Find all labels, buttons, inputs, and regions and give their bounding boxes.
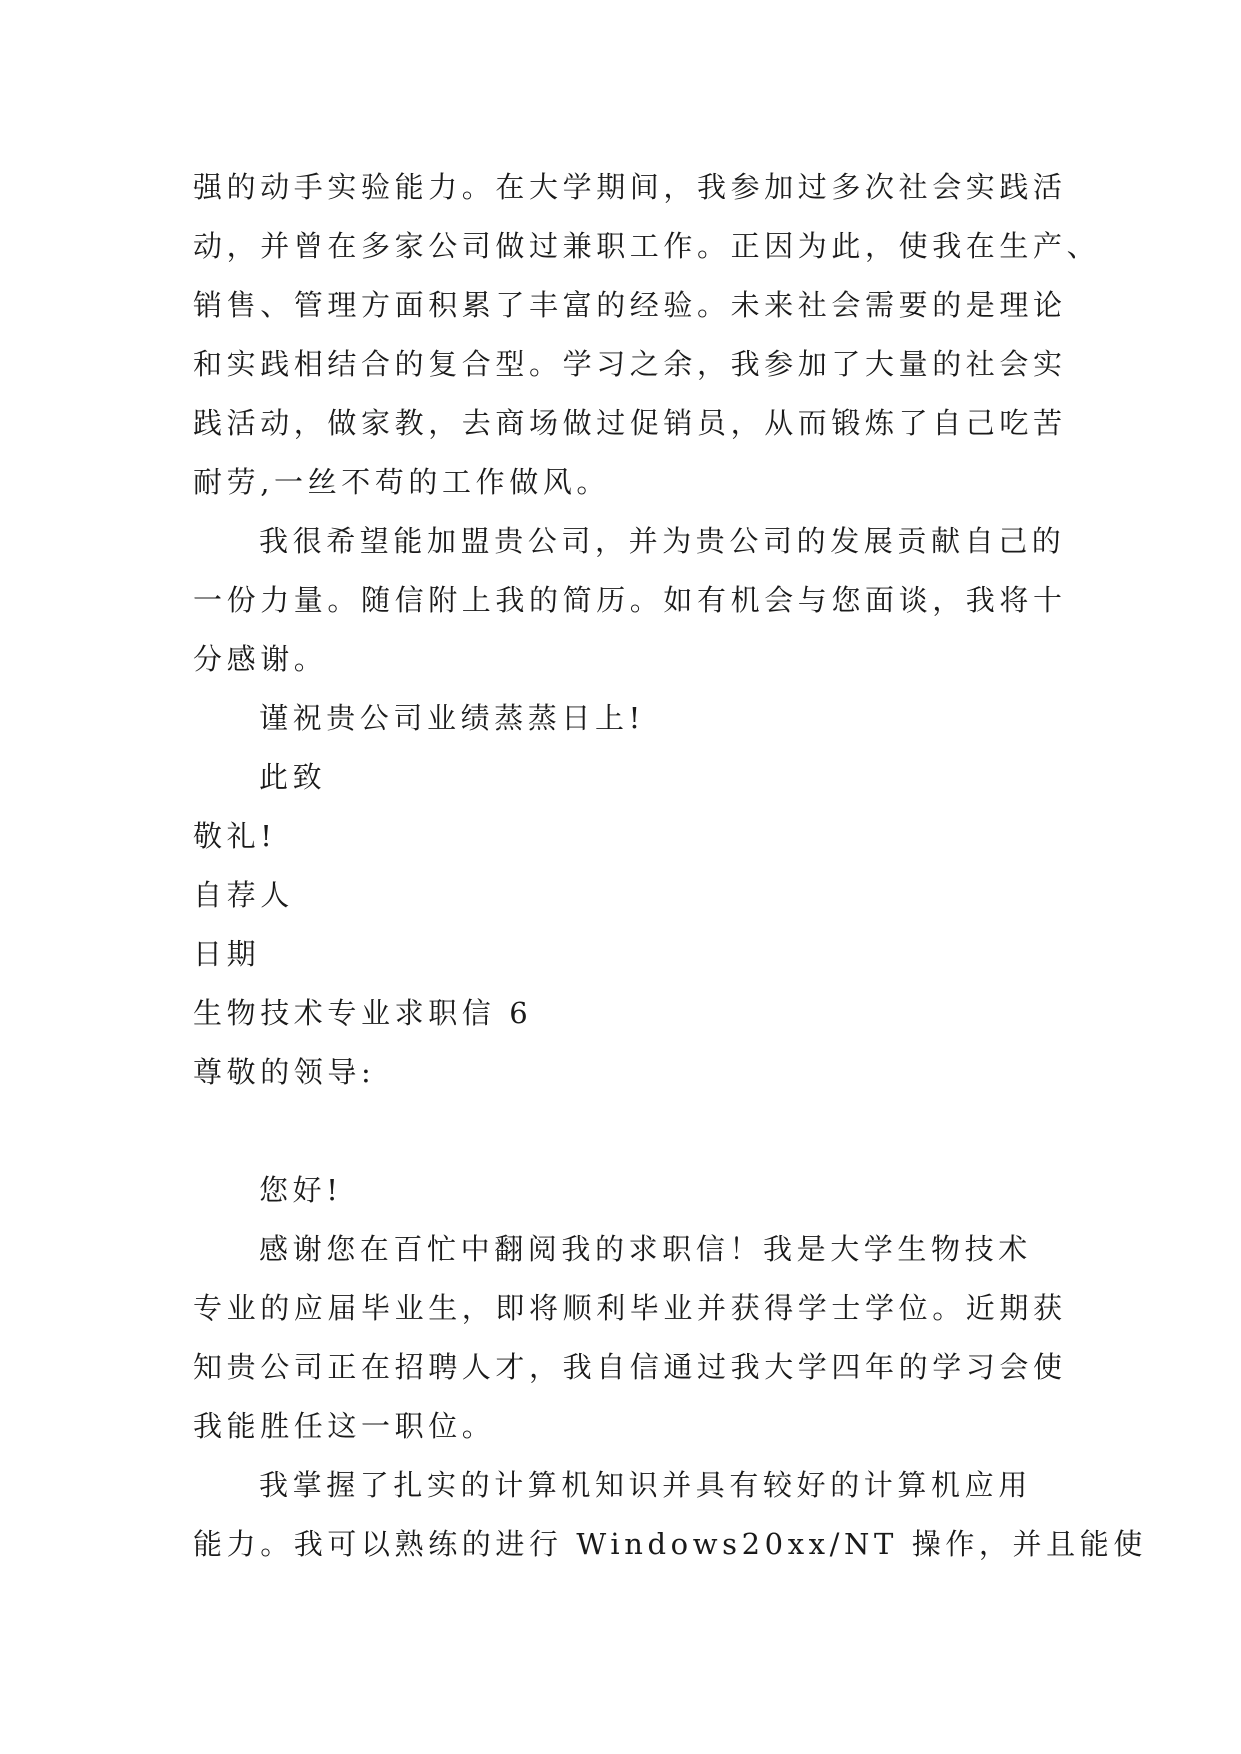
text-line: 动，并曾在多家公司做过兼职工作。正因为此，使我在生产、 xyxy=(193,229,1101,263)
text-line: 我能胜任这一职位。 xyxy=(193,1409,496,1443)
text-line: 销售、管理方面积累了丰富的经验。未来社会需要的是理论 xyxy=(193,288,1067,322)
greeting-addressee: 尊敬的领导: xyxy=(193,1055,376,1089)
closing-salutation: 此致 xyxy=(259,760,327,794)
text-line: 专业的应届毕业生，即将顺利毕业并获得学士学位。近期获 xyxy=(193,1291,1067,1325)
closing-wish: 谨祝贵公司业绩蒸蒸日上! xyxy=(259,701,645,735)
text-line: 我掌握了扎实的计算机知识并具有较好的计算机应用 xyxy=(259,1468,1032,1502)
closing-respect: 敬礼! xyxy=(193,819,277,853)
text-line: 能力。我可以熟练的进行 Windows20xx/NT 操作，并且能使 xyxy=(193,1527,1147,1561)
text-line: 践活动，做家教，去商场做过促销员，从而锻炼了自己吃苦 xyxy=(193,406,1067,440)
text-line: 强的动手实验能力。在大学期间，我参加过多次社会实践活 xyxy=(193,170,1067,204)
blank-line xyxy=(193,1102,1063,1161)
greeting: 您好! xyxy=(259,1173,343,1207)
text-line: 我很希望能加盟贵公司，并为贵公司的发展贡献自己的 xyxy=(259,524,1066,558)
section-title: 生物技术专业求职信 6 xyxy=(193,996,533,1030)
text-line: 知贵公司正在招聘人才，我自信通过我大学四年的学习会使 xyxy=(193,1350,1067,1384)
letter-body xyxy=(193,158,1147,1574)
text-line: 耐劳,一丝不苟的工作做风。 xyxy=(193,465,611,499)
date-label: 日期 xyxy=(193,937,261,971)
text-line: 分感谢。 xyxy=(193,642,328,676)
text-line: 和实践相结合的复合型。学习之余，我参加了大量的社会实 xyxy=(193,347,1067,381)
signature-label: 自荐人 xyxy=(193,878,294,912)
text-line: 一份力量。随信附上我的简历。如有机会与您面谈，我将十 xyxy=(193,583,1067,617)
text-line: 感谢您在百忙中翻阅我的求职信！我是大学生物技术 xyxy=(259,1232,1032,1266)
